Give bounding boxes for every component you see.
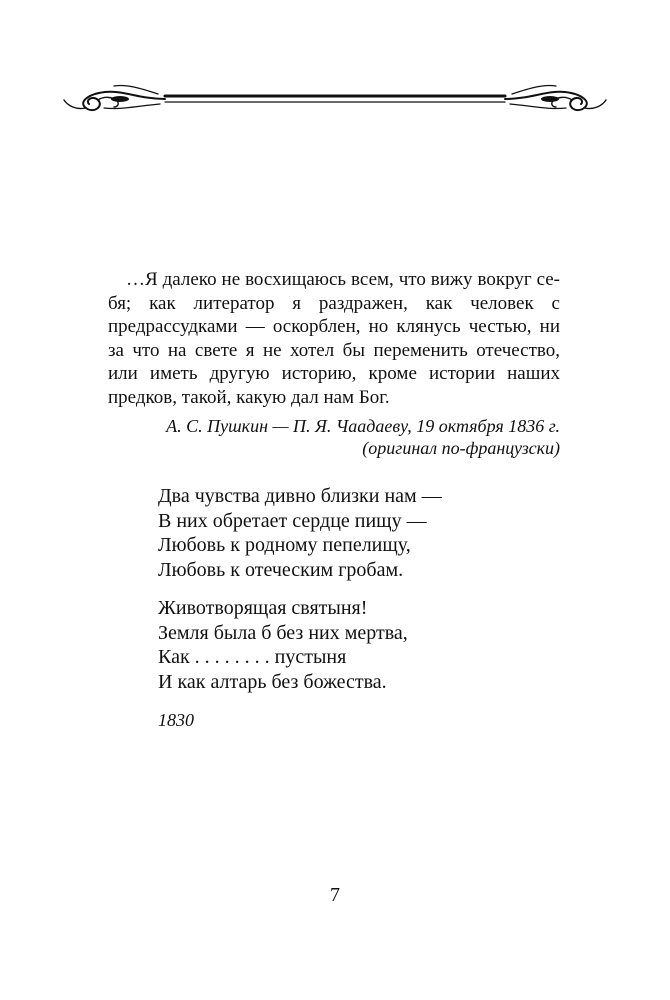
page-number: 7	[330, 884, 340, 906]
poem-line: В них обретает сердце пищу —	[158, 509, 427, 532]
poem-line: Земля была б без них мертва,	[158, 621, 408, 644]
attribution-note: (оригинал по-французски)	[362, 437, 560, 458]
poem-line: Как . . . . . . . . пустыня	[158, 646, 347, 668]
poem-date: 1830	[158, 710, 194, 730]
poem-line: Два чувства дивно близки нам —	[158, 485, 442, 507]
poem-stanza	[158, 596, 442, 694]
epigraph-text: …Я далеко не восхищаюсь всем, что вижу вокруг себя; как литератор я раздражен, как человек с предрассудками — оскорблен, но клянусь честью, ни за что на свете я не хотел бы переменить отечество, или иметь другую историю, кроме истории наших предков, такой, какую дал нам Бог.	[108, 269, 560, 408]
poem-line: И как алтарь без божества.	[158, 670, 387, 693]
epigraph-attribution	[108, 415, 560, 459]
epigraph	[108, 268, 560, 459]
poem	[158, 484, 442, 733]
poem-line: Любовь к отеческим гробам.	[158, 558, 404, 581]
poem-line: Животворящая святыня!	[158, 597, 368, 619]
poem-stanza	[158, 484, 442, 582]
flourish-divider-icon	[60, 70, 610, 130]
attribution-source: А. С. Пушкин — П. Я. Чаадаеву, 19 октября 1836 г.	[166, 415, 560, 436]
poem-line: Любовь к родному пепелищу,	[158, 534, 411, 556]
